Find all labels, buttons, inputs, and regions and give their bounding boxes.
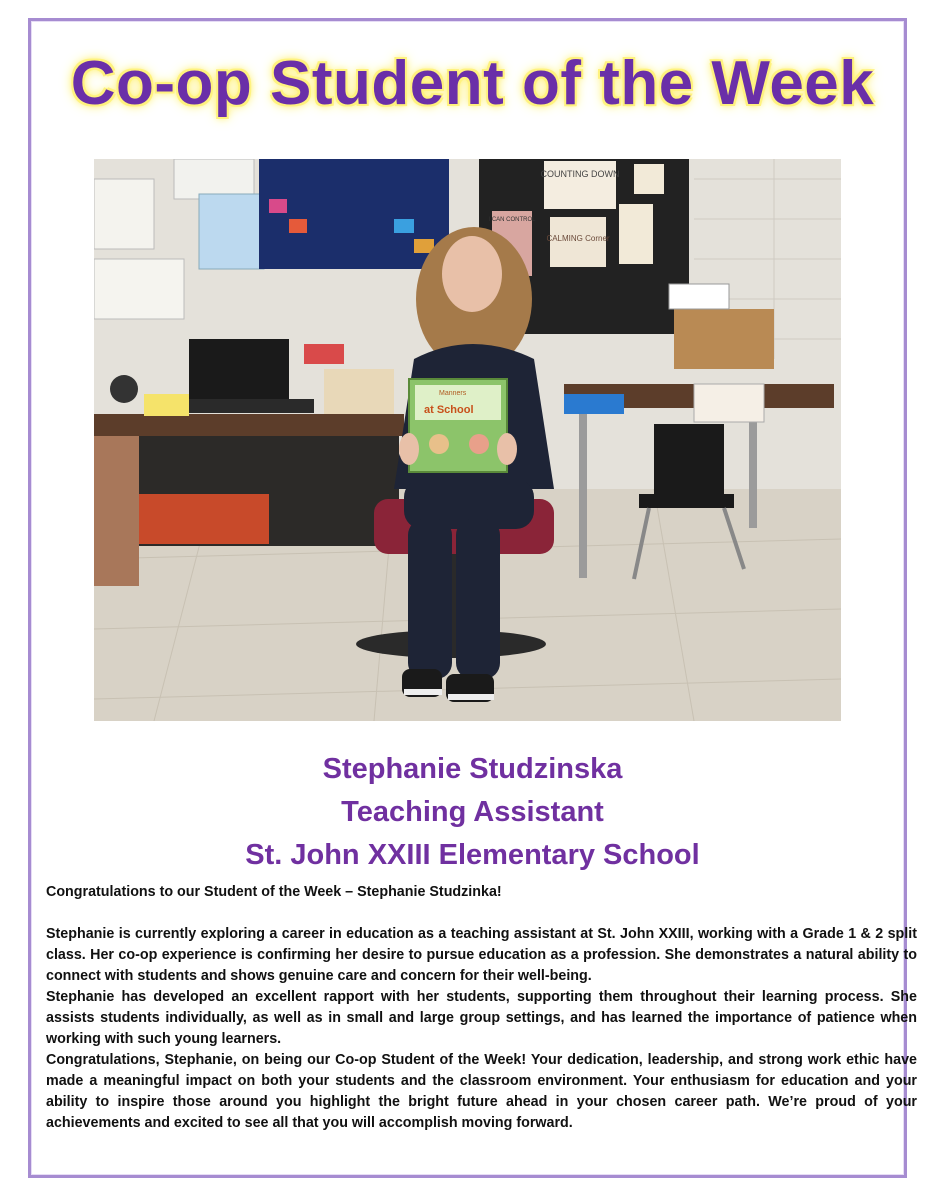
article-body <box>46 882 917 1134</box>
page-title: Co-op Student of the Week <box>70 49 875 118</box>
book-text-2: at School <box>424 404 474 416</box>
book-text-1: Manners <box>439 390 467 397</box>
bulletin-text-3: I CAN CONTROL <box>488 217 536 223</box>
school-name: St. John XXIII Elementary School <box>245 839 700 871</box>
classroom-photo <box>94 159 841 721</box>
article-paragraph-3: Congratulations, Stephanie, on being our Co-op Student of the Week! Your dedication, leadership, and strong work ethic have made a meaningful impact on both your students and the classroom environment. Your enthusiasm for education and your ability to inspire those around you highlight the bright future ahead in your chosen career path. We’re proud of your achievements and excited to see all that you will accomplish moving forward. <box>46 1052 917 1131</box>
article-intro: Congratulations to our Student of the Week – Stephanie Studzinka! <box>46 884 502 900</box>
student-name: Stephanie Studzinska <box>322 753 623 785</box>
article-paragraph-1: Stephanie is currently exploring a career in education as a teaching assistant at St. John XXIII, working with a Grade 1 & 2 split class. Her co-op experience is confirming her desire to pursue education as a profession. She demonstrates a natural ability to connect with students and shows genuine care and concern for their well-being. <box>46 926 917 984</box>
article-paragraph-2: Stephanie has developed an excellent rapport with her students, supporting them throughout their learning process. She assists students individually, as well as in small and large group settings, and has learned the importance of patience when working with such young learners. <box>46 989 917 1047</box>
student-role: Teaching Assistant <box>341 796 604 828</box>
bulletin-text-2: CALMING Corner <box>546 234 610 243</box>
bulletin-text-1: COUNTING DOWN <box>540 169 620 179</box>
student-info <box>0 748 945 877</box>
